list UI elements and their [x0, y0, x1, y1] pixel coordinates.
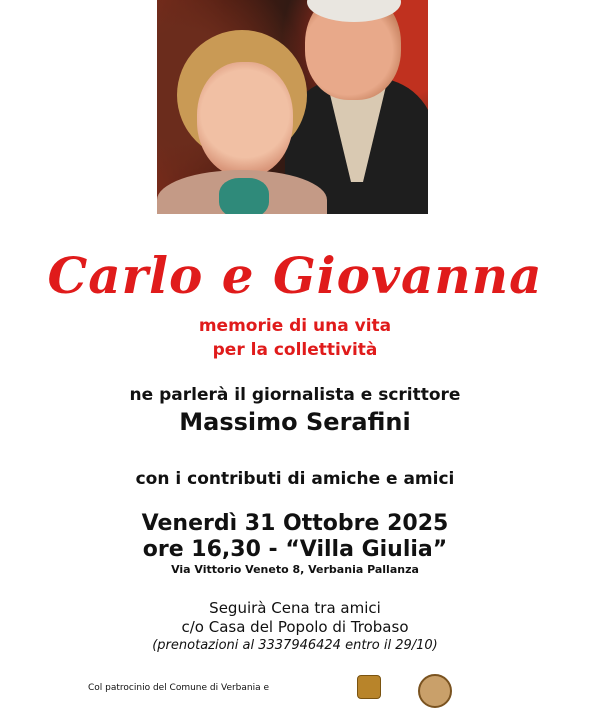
association-seal-logo [418, 674, 452, 708]
booking-info: (prenotazioni al 3337946424 entro il 29/10) [152, 638, 438, 653]
speaker-name: Massimo Serafini [179, 408, 411, 436]
subtitle-line-2: per la collettività [212, 340, 378, 360]
dinner-line-1: Seguirà Cena tra amici [209, 599, 381, 617]
event-address: Via Vittorio Veneto 8, Verbania Pallanza [171, 563, 419, 576]
event-date: Venerdì 31 Ottobre 2025 [141, 511, 449, 536]
patronage-text: Col patrocinio del Comune di Verbania e [88, 683, 270, 693]
speaker-intro: ne parlerà il giornalista e scrittore [129, 385, 461, 405]
portrait-photo [157, 0, 428, 214]
dinner-line-2: c/o Casa del Popolo di Trobaso [181, 618, 409, 636]
municipality-crest-logo [357, 675, 381, 699]
event-title: Carlo e Giovanna [47, 246, 543, 305]
event-time-place: ore 16,30 - “Villa Giulia” [142, 537, 448, 562]
contributions-text: con i contributi di amiche e amici [135, 469, 455, 489]
subtitle-line-1: memorie di una vita [198, 316, 392, 336]
